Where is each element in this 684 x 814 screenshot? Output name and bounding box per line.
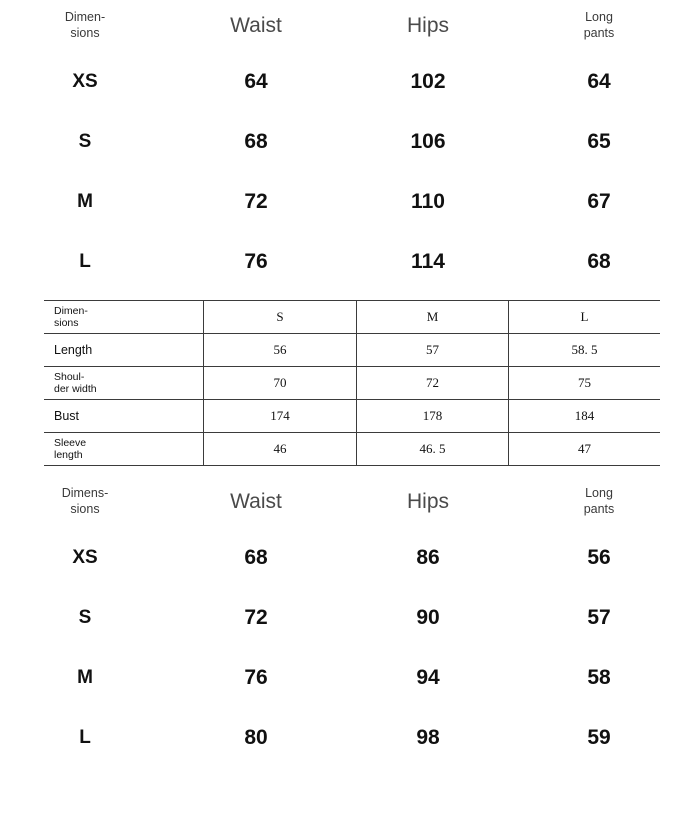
header-pants-line2: pants (583, 26, 615, 40)
row-label-line2: length (54, 449, 83, 461)
cell-m: 72 (357, 367, 509, 400)
cell-hips: 90 (416, 606, 440, 629)
table-row (0, 588, 684, 648)
header-dimensions-line2: sions (70, 26, 100, 40)
cell-l: 75 (509, 367, 661, 400)
cell-long-pants: 56 (587, 546, 611, 569)
header-pants-line1: Long (585, 10, 613, 25)
cell-l: 184 (509, 400, 661, 433)
row-label-shoulder-width (44, 367, 204, 400)
header-dimensions-line2: sions (70, 502, 100, 516)
cell-l: 58. 5 (509, 334, 661, 367)
header-cell-dimensions (44, 301, 204, 334)
top-size-table (0, 0, 684, 292)
cell-m: 178 (357, 400, 509, 433)
header-cell-hips: Hips (406, 14, 449, 37)
table-row (0, 708, 684, 768)
table-header-row (0, 0, 684, 52)
cell-hips: 98 (416, 726, 440, 749)
table-row (0, 232, 684, 292)
header-dimensions-line2: sions (54, 317, 79, 329)
header-cell-s: S (204, 301, 357, 334)
header-cell-l: L (509, 301, 661, 334)
header-cell-long-pants (514, 0, 684, 52)
table-row (44, 367, 660, 400)
cell-waist: 68 (244, 546, 268, 569)
cell-m: 57 (357, 334, 509, 367)
row-label-sleeve-length (44, 433, 204, 466)
cell-s: 70 (204, 367, 357, 400)
row-label-bust: Bust (44, 400, 204, 433)
cell-hips: 94 (416, 666, 440, 689)
cell-waist: 76 (244, 666, 268, 689)
header-pants-line2: pants (583, 502, 615, 516)
header-dimensions-line1: Dimen- (54, 304, 88, 317)
top-size-table-body (0, 52, 684, 292)
table-row (44, 334, 660, 367)
cell-s: 56 (204, 334, 357, 367)
cell-waist: 64 (244, 70, 268, 93)
cell-long-pants: 68 (587, 250, 611, 273)
header-pants-line1: Long (585, 486, 613, 501)
header-cell-hips: Hips (406, 490, 449, 513)
table-row (44, 433, 660, 466)
cell-long-pants: 65 (587, 130, 611, 153)
cell-hips: 102 (410, 70, 446, 93)
middle-measurement-table (44, 300, 660, 466)
bottom-size-table-header (0, 476, 684, 528)
cell-s: 174 (204, 400, 357, 433)
middle-table-wrapper (0, 292, 684, 476)
header-cell-dimensions (0, 476, 170, 528)
cell-hips: 86 (416, 546, 440, 569)
cell-size: XS (72, 547, 98, 568)
header-cell-waist: Waist (230, 14, 282, 37)
cell-long-pants: 59 (587, 726, 611, 749)
top-size-table-header (0, 0, 684, 52)
cell-long-pants: 58 (587, 666, 611, 689)
cell-long-pants: 64 (587, 70, 611, 93)
table-row (0, 172, 684, 232)
cell-waist: 80 (244, 726, 268, 749)
cell-size: S (78, 607, 92, 628)
row-label-line2: der width (54, 383, 97, 395)
cell-size: XS (72, 71, 98, 92)
table-header-row (0, 476, 684, 528)
cell-l: 47 (509, 433, 661, 466)
table-row (0, 648, 684, 708)
row-label-length: Length (44, 334, 204, 367)
cell-waist: 72 (244, 606, 268, 629)
cell-hips: 110 (411, 190, 445, 213)
cell-long-pants: 57 (587, 606, 611, 629)
cell-waist: 76 (244, 250, 268, 273)
cell-waist: 68 (244, 130, 268, 153)
cell-long-pants: 67 (587, 190, 611, 213)
header-dimensions-line1: Dimens- (61, 486, 109, 501)
cell-size: L (79, 727, 91, 748)
table-row (0, 52, 684, 112)
bottom-size-table-body (0, 528, 684, 768)
cell-size: L (79, 251, 91, 272)
cell-size: S (78, 131, 92, 152)
cell-size: M (77, 667, 93, 688)
header-cell-m: M (357, 301, 509, 334)
row-label-line1: Sleeve (54, 436, 87, 449)
cell-size: M (77, 191, 93, 212)
header-dimensions-line1: Dimen- (64, 10, 106, 25)
table-row (0, 112, 684, 172)
header-cell-dimensions (0, 0, 170, 52)
table-header-row (44, 301, 660, 334)
cell-hips: 106 (410, 130, 446, 153)
table-row (44, 400, 660, 433)
cell-hips: 114 (411, 250, 445, 273)
header-cell-long-pants (514, 476, 684, 528)
cell-waist: 72 (244, 190, 268, 213)
header-cell-waist: Waist (230, 490, 282, 513)
bottom-size-table (0, 476, 684, 768)
cell-s: 46 (204, 433, 357, 466)
middle-table-body (44, 301, 660, 466)
row-label-line1: Shoul- (54, 370, 85, 383)
cell-m: 46. 5 (357, 433, 509, 466)
table-row (0, 528, 684, 588)
